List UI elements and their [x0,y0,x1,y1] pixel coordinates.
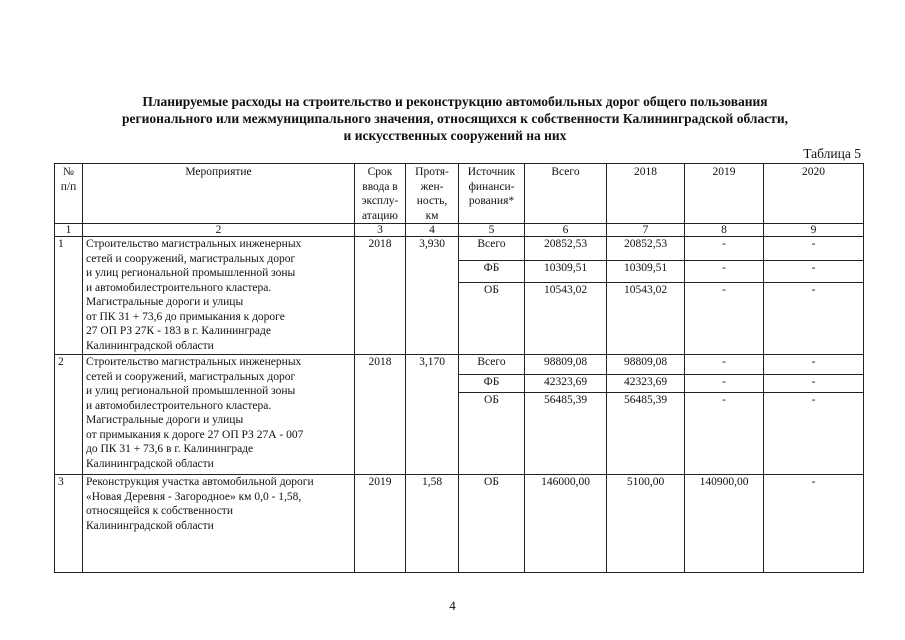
row-2019: - [685,375,764,393]
row-total: 10309,51 [525,261,607,283]
expenses-table [54,163,864,573]
header-no: № п/п [55,164,83,224]
column-number: 6 [525,224,607,237]
row-2020: - [764,283,864,355]
row-term: 2019 [355,475,406,573]
row-2019: - [685,237,764,261]
title-line-2: регионального или межмуниципального значения, относящихся к собственности Калининградской области, [122,111,788,126]
column-number: 4 [406,224,459,237]
document-title [40,93,870,144]
header-length: Протя- жен- ность, км [406,164,459,224]
row-2020: - [764,237,864,261]
row-number: 3 [55,475,83,573]
table-row [55,475,864,573]
row-2018: 10543,02 [607,283,685,355]
row-source: ОБ [459,393,525,475]
row-2018: 42323,69 [607,375,685,393]
header-2019: 2019 [685,164,764,224]
row-term: 2018 [355,355,406,475]
row-2018: 10309,51 [607,261,685,283]
row-2019: 140900,00 [685,475,764,573]
row-2019: - [685,355,764,375]
title-line-1: Планируемые расходы на строительство и реконструкцию автомобильных дорог общего пользования [142,94,768,109]
row-number: 2 [55,355,83,475]
row-2020: - [764,375,864,393]
column-number: 1 [55,224,83,237]
row-source: ФБ [459,261,525,283]
column-number: 5 [459,224,525,237]
row-2020: - [764,393,864,475]
row-number: 1 [55,237,83,355]
header-source: Источник финанси- рования* [459,164,525,224]
row-length: 3,170 [406,355,459,475]
row-2018: 5100,00 [607,475,685,573]
row-2020: - [764,261,864,283]
row-total: 20852,53 [525,237,607,261]
row-2019: - [685,261,764,283]
column-number: 3 [355,224,406,237]
row-2018: 56485,39 [607,393,685,475]
row-2018: 98809,08 [607,355,685,375]
header-term: Срок ввода в эксплу- атацию [355,164,406,224]
row-2020: - [764,355,864,375]
header-row [55,164,864,224]
row-total: 146000,00 [525,475,607,573]
title-line-3: и искусственных сооружений на них [343,128,567,143]
table-label: Таблица 5 [803,146,861,161]
row-source: Всего [459,355,525,375]
row-description: Реконструкция участка автомобильной дороги «Новая Деревня - Загородное» км 0,0 - 1,58, относящейся к собственности Калининградской области [83,475,355,573]
row-2019: - [685,393,764,475]
row-total: 98809,08 [525,355,607,375]
row-length: 3,930 [406,237,459,355]
column-number: 2 [83,224,355,237]
row-description: Строительство магистральных инженерных сетей и сооружений, магистральных дорог и улиц региональной промышленной зоны и автомобилестроительного кластера. Магистральные дороги и улицы от примыкания к дороге 27 ОП РЗ 27А - 007 до ПК 31 + 73,6 в г. Калининграде Калининградской области [83,355,355,475]
row-term: 2018 [355,237,406,355]
header-measure: Мероприятие [83,164,355,224]
row-2020: - [764,475,864,573]
row-description: Строительство магистральных инженерных сетей и сооружений, магистральных дорог и улиц региональной промышленной зоны и автомобилестроительного кластера. Магистральные дороги и улицы от ПК 31 + 73,6 до примыкания к дороге 27 ОП РЗ 27К - 183 в г. Калининграде Калининградской области [83,237,355,355]
row-source: ОБ [459,283,525,355]
column-number: 7 [607,224,685,237]
page-number: 4 [449,598,456,613]
row-source: ФБ [459,375,525,393]
table-row [55,237,864,261]
column-number: 9 [764,224,864,237]
row-source: Всего [459,237,525,261]
row-total: 42323,69 [525,375,607,393]
row-total: 10543,02 [525,283,607,355]
row-total: 56485,39 [525,393,607,475]
column-number: 8 [685,224,764,237]
header-2018: 2018 [607,164,685,224]
row-2019: - [685,283,764,355]
table-row [55,355,864,375]
column-number-row [55,224,864,237]
header-total: Всего [525,164,607,224]
header-2020: 2020 [764,164,864,224]
row-2018: 20852,53 [607,237,685,261]
row-length: 1,58 [406,475,459,573]
row-source: ОБ [459,475,525,573]
